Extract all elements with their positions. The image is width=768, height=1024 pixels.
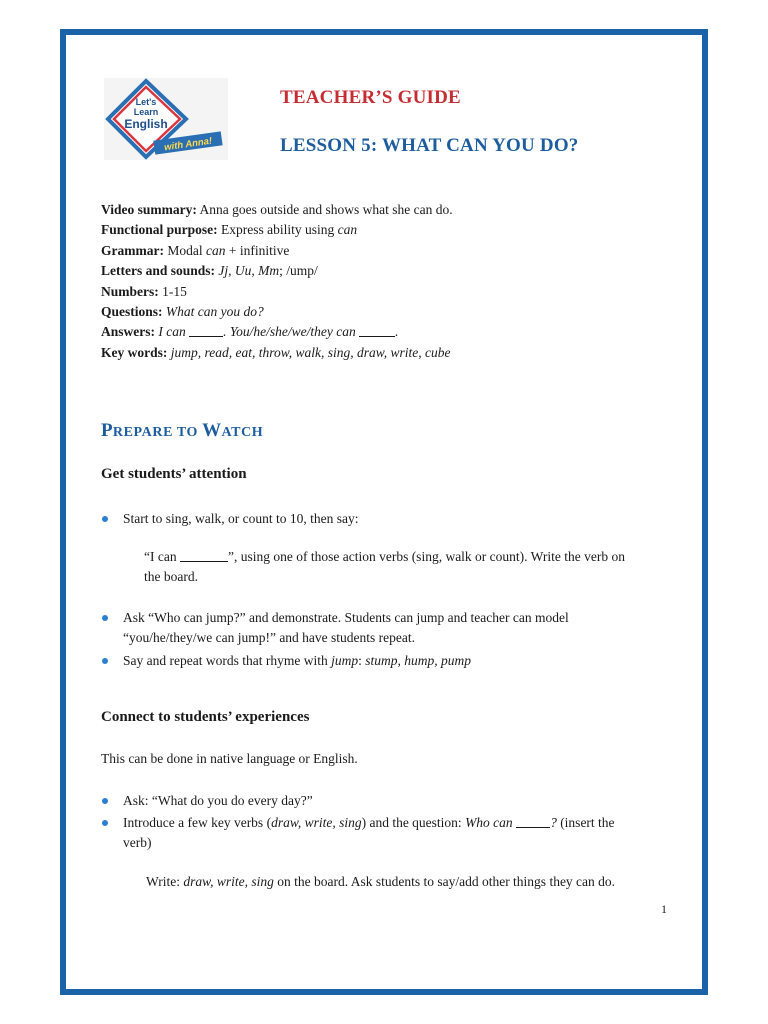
lets-learn-english-logo	[104, 78, 228, 160]
prepare-to-watch-heading: PREPARE TO WATCH	[101, 420, 264, 441]
write-instruction: Write: draw, write, sing on the board. Ask students to say/add other things they can do.	[146, 874, 616, 889]
answers-row: Answers: I can . You/he/she/we/they can .	[101, 324, 399, 340]
connect-intro: This can be done in native language or English.	[101, 751, 358, 766]
guide-title: TEACHER’S GUIDE	[280, 87, 461, 108]
example-quote-line2: the board.	[144, 569, 198, 584]
bullet-icon	[102, 615, 108, 621]
lesson-title: LESSON 5: WHAT CAN YOU DO?	[280, 135, 579, 156]
numbers-row: Numbers: 1-15	[101, 283, 187, 299]
lesson-summary	[101, 200, 453, 363]
bullet-icon	[102, 516, 108, 522]
bullet-continuation: verb)	[123, 835, 152, 850]
key-words-row: Key words: jump, read, eat, throw, walk, sing, draw, write, cube	[101, 344, 451, 360]
svg-text:English: English	[124, 117, 168, 131]
video-summary-row: Video summary: Anna goes outside and shows what she can do.	[101, 202, 453, 217]
page-number: 1	[661, 902, 667, 916]
svg-text:Learn: Learn	[133, 107, 159, 117]
letters-sounds-row: Letters and sounds: Jj, Uu, Mm; /ump/	[101, 263, 318, 279]
grammar-row: Grammar: Modal can + infinitive	[101, 242, 290, 258]
svg-text:with Anna!: with Anna!	[163, 135, 213, 154]
bullet-icon	[102, 798, 108, 804]
answer-blank	[359, 324, 395, 337]
quote-blank	[180, 549, 228, 562]
functional-purpose-row: Functional purpose: Express ability using can	[101, 222, 358, 238]
example-quote: “I can ”, using one of those action verbs (sing, walk or count). Write the verb on	[144, 549, 625, 564]
bullet-icon	[102, 820, 108, 826]
bullet-icon	[102, 658, 108, 664]
svg-text:Let's: Let's	[135, 97, 157, 107]
get-attention-heading: Get students’ attention	[101, 466, 247, 482]
questions-row: Questions: What can you do?	[101, 304, 264, 320]
bullet-continuation: “you/he/they/we can jump!” and have students repeat.	[123, 630, 416, 645]
answer-blank	[189, 324, 223, 337]
connect-experiences-heading: Connect to students’ experiences	[101, 709, 310, 725]
question-blank	[516, 815, 550, 828]
